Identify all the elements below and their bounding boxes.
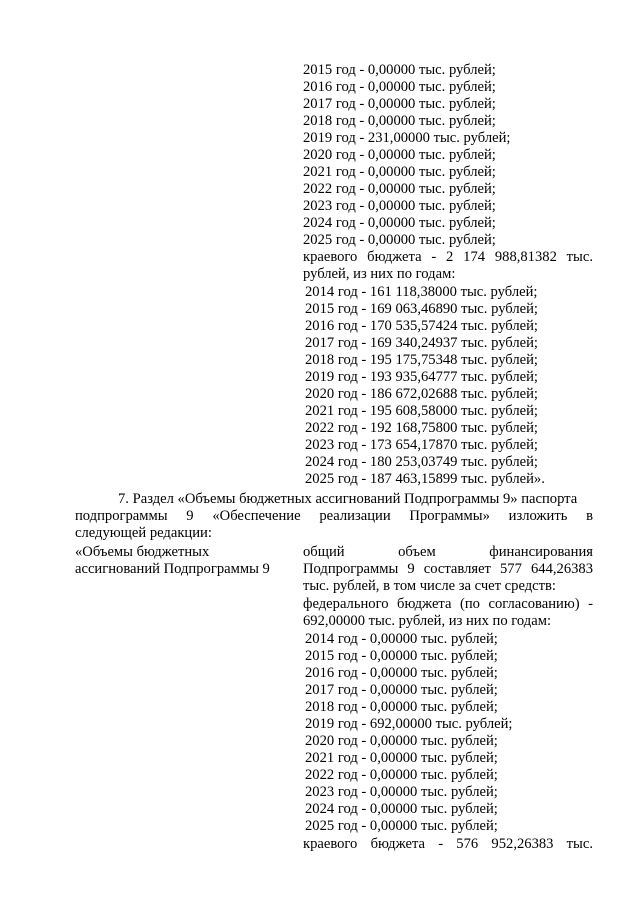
year-line: 2014 год - 161 118,38000 тыс. рублей; (305, 284, 538, 300)
year-line: 2022 год - 0,00000 тыс. рублей; (303, 181, 496, 197)
table-label-line: «Объемы бюджетных (75, 544, 210, 560)
section7-paragraph-line: следующей редакции: (75, 525, 212, 541)
year-line: 2018 год - 195 175,75348 тыс. рублей; (305, 352, 538, 368)
year-line: 2016 год - 0,00000 тыс. рублей; (305, 665, 498, 681)
year-line: 2023 год - 0,00000 тыс. рублей; (305, 784, 498, 800)
year-line: 2018 год - 0,00000 тыс. рублей; (303, 113, 496, 129)
year-line: 2025 год - 187 463,15899 тыс. рублей». (305, 471, 545, 487)
table-label-line: ассигнований Подпрограммы 9 (75, 561, 270, 577)
federal-budget-line: 692,00000 тыс. рублей, из них по годам: (303, 613, 552, 629)
year-line: 2021 год - 0,00000 тыс. рублей; (303, 164, 496, 180)
section7-paragraph-line: 7. Раздел «Объемы бюджетных ассигнований Подпрограммы 9» паспорта (118, 491, 578, 507)
year-line: 2020 год - 0,00000 тыс. рублей; (305, 733, 498, 749)
year-line: 2025 год - 0,00000 тыс. рублей; (305, 818, 498, 834)
year-line: 2018 год - 0,00000 тыс. рублей; (305, 699, 498, 715)
year-line: 2015 год - 0,00000 тыс. рублей; (305, 648, 498, 664)
year-line: 2021 год - 195 608,58000 тыс. рублей; (305, 403, 538, 419)
year-line: 2020 год - 0,00000 тыс. рублей; (303, 147, 496, 163)
year-line: 2023 год - 0,00000 тыс. рублей; (303, 198, 496, 214)
year-line: 2024 год - 0,00000 тыс. рублей; (305, 801, 498, 817)
year-line: 2015 год - 169 063,46890 тыс. рублей; (305, 301, 538, 317)
year-line: 2023 год - 173 654,17870 тыс. рублей; (305, 437, 538, 453)
year-line: 2025 год - 0,00000 тыс. рублей; (303, 232, 496, 248)
year-line: 2024 год - 180 253,03749 тыс. рублей; (305, 454, 538, 470)
total-financing-line: общий объем финансирования (303, 544, 593, 560)
year-line: 2019 год - 692,00000 тыс. рублей; (305, 716, 513, 732)
regional-budget-line: рублей, из них по годам: (303, 266, 456, 282)
year-line: 2024 год - 0,00000 тыс. рублей; (303, 215, 496, 231)
year-line: 2016 год - 0,00000 тыс. рублей; (303, 79, 496, 95)
year-line: 2017 год - 169 340,24937 тыс. рублей; (305, 335, 538, 351)
year-line: 2015 год - 0,00000 тыс. рублей; (303, 62, 496, 78)
year-line: 2016 год - 170 535,57424 тыс. рублей; (305, 318, 538, 334)
year-line: 2017 год - 0,00000 тыс. рублей; (305, 682, 498, 698)
year-line: 2014 год - 0,00000 тыс. рублей; (305, 631, 498, 647)
year-line: 2021 год - 0,00000 тыс. рублей; (305, 750, 498, 766)
total-financing-line: Подпрограммы 9 составляет 577 644,26383 (303, 561, 593, 577)
total-financing-line: тыс. рублей, в том числе за счет средств: (303, 578, 556, 594)
regional-budget-line: краевого бюджета - 2 174 988,81382 тыс. (303, 249, 593, 265)
section7-paragraph-line: подпрограммы 9 «Обеспечение реализации Программы» изложить в (75, 508, 593, 524)
year-line: 2019 год - 193 935,64777 тыс. рублей; (305, 369, 538, 385)
year-line: 2022 год - 0,00000 тыс. рублей; (305, 767, 498, 783)
year-line: 2022 год - 192 168,75800 тыс. рублей; (305, 420, 538, 436)
year-line: 2017 год - 0,00000 тыс. рублей; (303, 96, 496, 112)
regional-budget-line: краевого бюджета - 576 952,26383 тыс. (303, 836, 593, 852)
year-line: 2019 год - 231,00000 тыс. рублей; (303, 130, 511, 146)
federal-budget-line: федерального бюджета (по согласованию) - (303, 596, 593, 612)
year-line: 2020 год - 186 672,02688 тыс. рублей; (305, 386, 538, 402)
